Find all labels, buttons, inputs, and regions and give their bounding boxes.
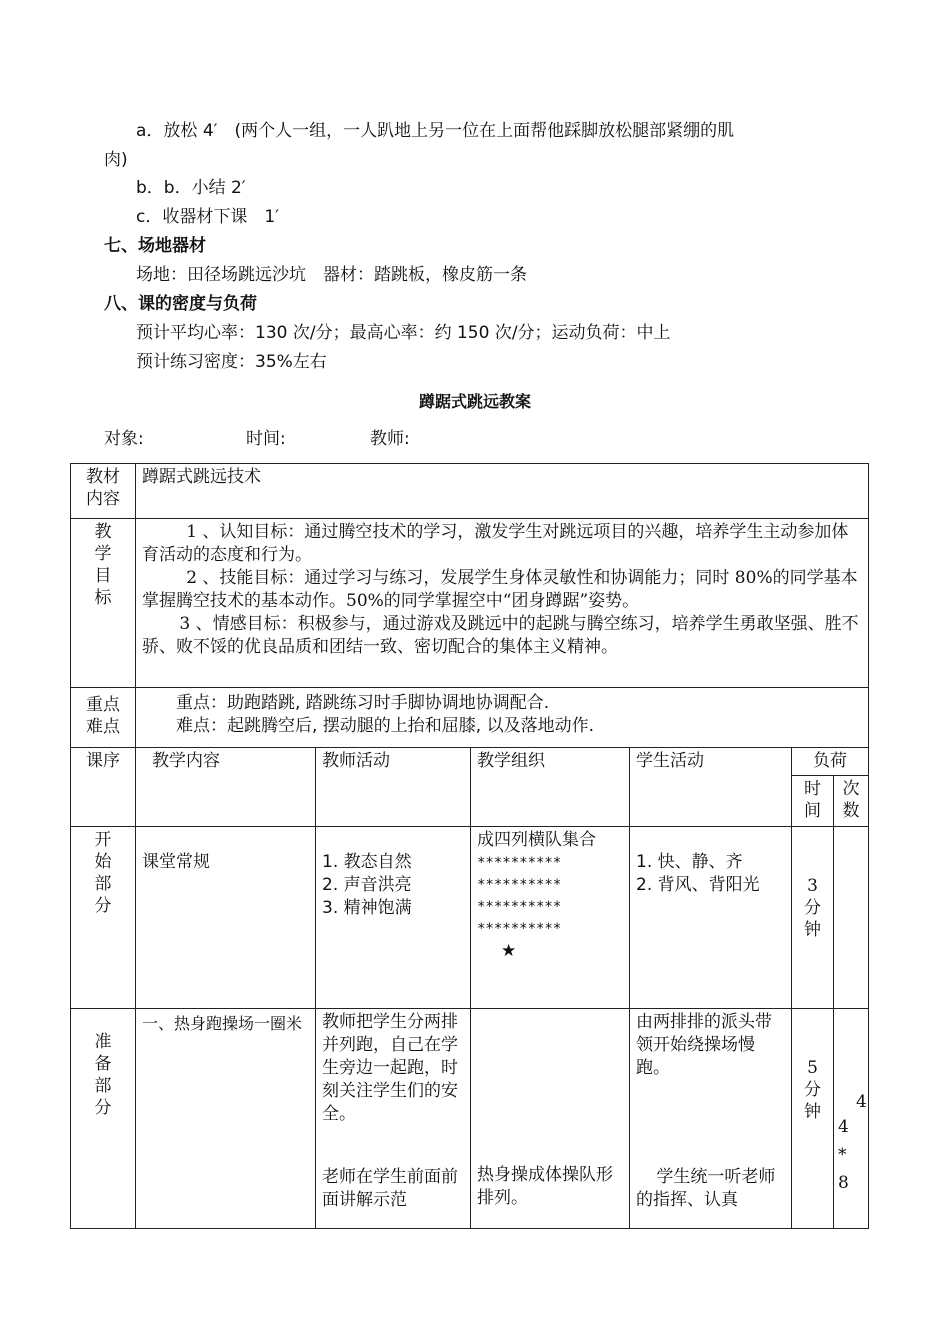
start-student-2: 2. 背风、背阳光 bbox=[636, 875, 760, 895]
key-label-1: 重点 bbox=[86, 695, 120, 715]
start-time-2: 钟 bbox=[804, 920, 821, 940]
teacher-star-icon: ★ bbox=[501, 941, 517, 961]
goals-label-1: 学 bbox=[94, 544, 112, 564]
material-label-cell bbox=[71, 464, 136, 519]
summary-line: b．b．小结 2′ bbox=[136, 178, 246, 198]
time-label: 时间: bbox=[246, 429, 286, 449]
goals-row bbox=[71, 519, 869, 688]
teacher-label: 教师: bbox=[370, 429, 410, 449]
prep-teacher-2: 老师在学生前面前面讲解示范 bbox=[322, 1167, 458, 1210]
goals-label-2: 目 bbox=[94, 566, 112, 586]
key-label-cell bbox=[71, 688, 136, 748]
header-load: 负荷 bbox=[792, 748, 869, 776]
start-section-row bbox=[71, 827, 869, 1009]
start-student-1: 1. 快、静、齐 bbox=[636, 852, 743, 872]
start-org-row-1: ********** bbox=[477, 855, 562, 871]
start-label-1: 始 bbox=[94, 852, 112, 872]
lesson-plan-table bbox=[70, 463, 869, 1229]
start-org-title: 成四列横队集合 bbox=[477, 830, 596, 850]
header-row bbox=[71, 748, 869, 776]
material-value: 蹲踞式跳远技术 bbox=[136, 464, 869, 519]
start-label-0: 开 bbox=[94, 830, 112, 850]
start-organization bbox=[471, 827, 630, 1009]
dismiss-line: c．收器材下课 1′ bbox=[136, 207, 280, 227]
key-point: 重点：助跑踏跳, 踏跳练习时手脚协调地协调配合. bbox=[176, 693, 550, 713]
prep-count-3: 8 bbox=[838, 1173, 849, 1193]
prep-teacher-1: 教师把学生分两排并列跑，自己在学生旁边一起跑，时刻关注学生们的安全。 bbox=[322, 1012, 458, 1124]
header-student-activity: 学生活动 bbox=[630, 748, 792, 827]
prep-count-0: 4 bbox=[856, 1092, 867, 1112]
start-time-0: 3 bbox=[807, 876, 818, 896]
header-content: 教学内容 bbox=[136, 748, 316, 827]
start-teacher-1: 1. 教态自然 bbox=[322, 852, 412, 872]
goal-skill: 2 、技能目标：通过学习与练习，发展学生身体灵敏性和协调能力；同时 80%的同学基本掌握腾空技术的基本动作。50%的同学掌握空中“团身蹲踞”姿势。 bbox=[142, 568, 858, 611]
header-count-2: 数 bbox=[842, 801, 860, 821]
header-time-1: 时 bbox=[804, 779, 821, 799]
start-label-2: 部 bbox=[94, 874, 112, 894]
prep-count-2: * bbox=[838, 1145, 847, 1165]
start-time bbox=[792, 827, 834, 1009]
header-teacher-activity: 教师活动 bbox=[316, 748, 471, 827]
prep-student-activity bbox=[630, 1009, 792, 1229]
start-org-row-2: ********** bbox=[477, 877, 562, 893]
relax-line: a．放松 4′ (两个人一组，一人趴地上另一位在上面帮他踩脚放松腿部紧绷的肌 bbox=[136, 121, 735, 141]
difficulty-point: 难点：起跳腾空后, 摆动腿的上抬和屈膝, 以及落地动作. bbox=[176, 716, 595, 736]
start-org-row-3: ********** bbox=[477, 899, 562, 915]
start-time-1: 分 bbox=[804, 898, 821, 918]
header-organization: 教学组织 bbox=[471, 748, 630, 827]
heart-rate-line: 预计平均心率：130 次/分；最高心率：约 150 次/分；运动负荷：中上 bbox=[136, 323, 671, 343]
prep-time-0: 5 bbox=[807, 1058, 818, 1078]
key-content bbox=[136, 688, 869, 748]
prep-label-0: 准 bbox=[94, 1032, 112, 1052]
prep-label-2: 部 bbox=[94, 1076, 112, 1096]
prep-time bbox=[792, 1009, 834, 1229]
header-order: 课序 bbox=[71, 748, 136, 827]
prep-label-1: 备 bbox=[94, 1054, 112, 1074]
section-8-heading: 八、课的密度与负荷 bbox=[104, 294, 257, 314]
start-teacher-2: 2. 声音洪亮 bbox=[322, 875, 412, 895]
prep-content: 一、热身跑操场一圈米 bbox=[136, 1009, 316, 1229]
start-label-3: 分 bbox=[94, 896, 112, 916]
header-count bbox=[834, 776, 869, 827]
start-teacher-3: 3. 精神饱满 bbox=[322, 898, 412, 918]
start-label-cell bbox=[71, 827, 136, 1009]
prep-time-2: 钟 bbox=[804, 1102, 821, 1122]
material-row bbox=[71, 464, 869, 519]
prep-org-2: 热身操成体操队形排列。 bbox=[477, 1165, 613, 1208]
goal-cognitive: 1 、认知目标：通过腾空技术的学习，激发学生对跳远项目的兴趣，培养学生主动参加体育活动的态度和行为。 bbox=[142, 522, 849, 565]
key-row bbox=[71, 688, 869, 748]
prep-label-cell bbox=[71, 1009, 136, 1229]
header-count-1: 次 bbox=[842, 779, 860, 799]
goals-content bbox=[136, 519, 869, 688]
object-label: 对象: bbox=[104, 429, 144, 449]
header-time-2: 间 bbox=[804, 801, 821, 821]
start-content: 课堂常规 bbox=[136, 827, 316, 1009]
material-label-1: 教材 bbox=[86, 467, 120, 487]
prep-time-1: 分 bbox=[804, 1080, 821, 1100]
venue-line: 场地：田径场跳远沙坑 器材：踏跳板，橡皮筋一条 bbox=[136, 265, 527, 285]
goal-emotion: 3 、情感目标：积极参与，通过游戏及跳远中的起跳与腾空练习，培养学生勇敢坚强、胜不骄、败不馁的优良品质和团结一致、密切配合的集体主义精神。 bbox=[142, 614, 859, 657]
prep-teacher-activity bbox=[316, 1009, 471, 1229]
start-student-activity bbox=[630, 827, 792, 1009]
prep-organization bbox=[471, 1009, 630, 1229]
start-org-row-4: ********** bbox=[477, 921, 562, 937]
density-line: 预计练习密度：35%左右 bbox=[136, 352, 327, 372]
prep-count-1: 4 bbox=[838, 1117, 849, 1137]
prep-count bbox=[834, 1009, 869, 1229]
goals-label-cell bbox=[71, 519, 136, 688]
goals-label-0: 教 bbox=[94, 522, 112, 542]
relax-line-cont: 肉) bbox=[104, 150, 128, 170]
key-label-2: 难点 bbox=[86, 717, 120, 737]
section-7-heading: 七、场地器材 bbox=[104, 236, 206, 256]
start-teacher-activity bbox=[316, 827, 471, 1009]
prep-label-3: 分 bbox=[94, 1098, 112, 1118]
start-count bbox=[834, 827, 869, 1009]
prep-student-2: 学生统一听老师的指挥、认真 bbox=[636, 1167, 776, 1210]
material-label-2: 内容 bbox=[86, 489, 120, 509]
prep-section-row bbox=[71, 1009, 869, 1229]
goals-label-3: 标 bbox=[94, 588, 112, 608]
lesson-title: 蹲踞式跳远教案 bbox=[418, 392, 531, 411]
prep-student-1: 由两排排的派头带领开始绕操场慢跑。 bbox=[636, 1012, 772, 1078]
header-time bbox=[792, 776, 834, 827]
